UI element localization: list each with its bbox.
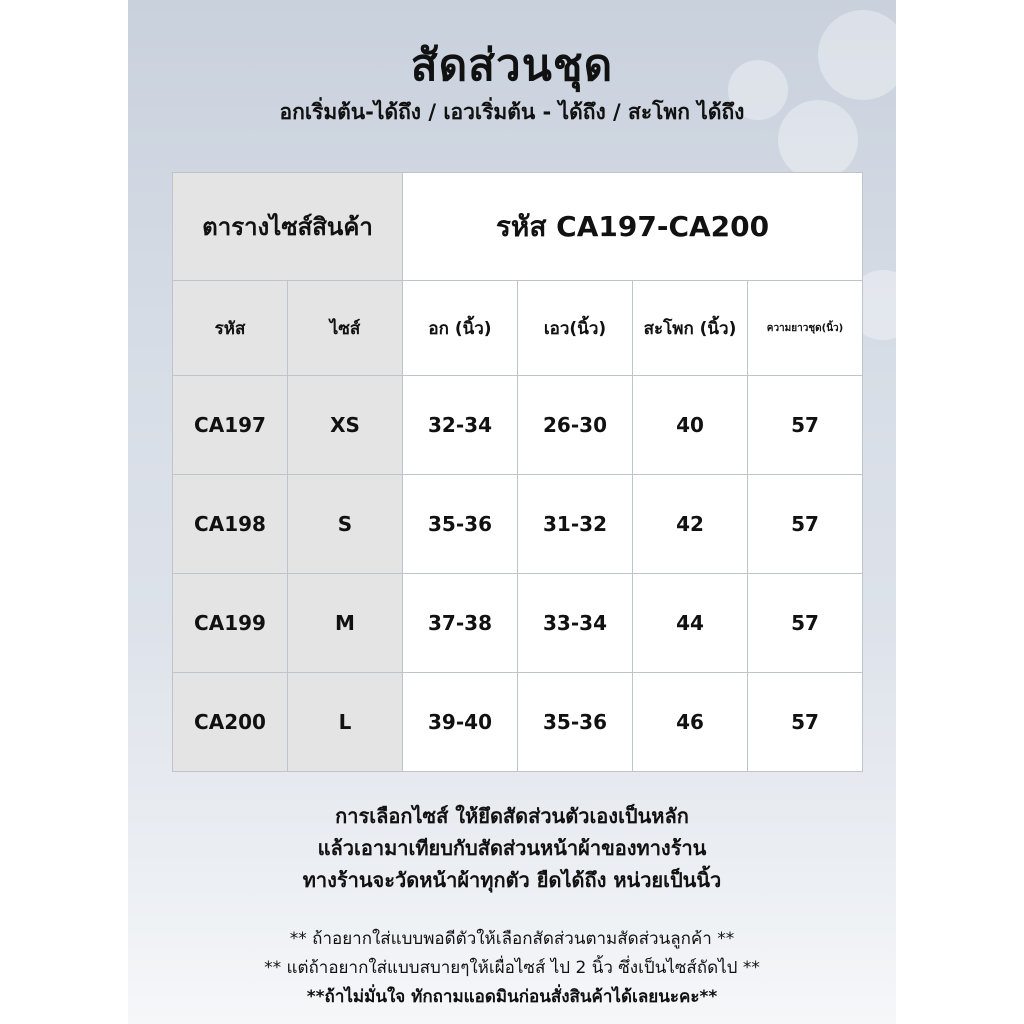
size-table [172,172,863,772]
fine-print-line: ** ถ้าอยากใส่แบบพอดีตัวให้เลือกสัดส่วนตามสัดส่วนลูกค้า ** [289,929,735,949]
cell-size: M [288,574,403,673]
header-size: ไซส์ [288,281,403,376]
cell-code: CA197 [173,376,288,475]
cell-code: CA199 [173,574,288,673]
cell-hip: 46 [633,673,748,772]
header-hip: สะโพก (นิ้ว) [633,281,748,376]
cell-hip: 40 [633,376,748,475]
cell-size: L [288,673,403,772]
cell-size: XS [288,376,403,475]
fine-print [128,925,896,1012]
table-title-row [173,173,863,281]
sizing-notes [128,800,896,896]
table-row [173,673,863,772]
size-chart-label: ตารางไซส์สินค้า [173,173,403,281]
cell-chest: 37-38 [403,574,518,673]
header-chest: อก (นิ้ว) [403,281,518,376]
table-row [173,574,863,673]
table-row [173,376,863,475]
header-length: ความยาวชุด(นิ้ว) [748,281,863,376]
cell-length: 57 [748,376,863,475]
cell-length: 57 [748,574,863,673]
note-line: การเลือกไซส์ ให้ยึดสัดส่วนตัวเองเป็นหลัก [335,804,689,828]
note-line: แล้วเอามาเทียบกับสัดส่วนหน้าผ้าของทางร้าน [317,836,707,860]
cell-hip: 42 [633,475,748,574]
fine-print-line: ** แต่ถ้าอยากใส่แบบสบายๆให้เผื่อไซส์ ไป 2 นิ้ว ซึ่งเป็นไซส์ถัดไป ** [264,958,760,978]
cell-code: CA198 [173,475,288,574]
product-code-range: รหัส CA197-CA200 [403,173,863,281]
fine-print-line: **ถ้าไม่มั่นใจ ทักถามแอดมินก่อนสั่งสินค้าได้เลยนะคะ** [306,987,718,1007]
cell-chest: 39-40 [403,673,518,772]
cell-size: S [288,475,403,574]
column-header-row [173,281,863,376]
cell-chest: 32-34 [403,376,518,475]
header-code: รหัส [173,281,288,376]
cell-chest: 35-36 [403,475,518,574]
cell-hip: 44 [633,574,748,673]
table-row [173,475,863,574]
page-subtitle: อกเริ่มต้น-ได้ถึง / เอวเริ่มต้น - ได้ถึง / สะโพก ได้ถึง [279,100,745,124]
cell-waist: 26-30 [518,376,633,475]
cell-length: 57 [748,673,863,772]
header-waist: เอว(นิ้ว) [518,281,633,376]
cell-waist: 33-34 [518,574,633,673]
cell-code: CA200 [173,673,288,772]
page-title: สัดส่วนชุด [410,40,614,91]
cell-waist: 35-36 [518,673,633,772]
cell-waist: 31-32 [518,475,633,574]
cell-length: 57 [748,475,863,574]
note-line: ทางร้านจะวัดหน้าผ้าทุกตัว ยืดได้ถึง หน่วยเป็นนิ้ว [302,868,722,892]
